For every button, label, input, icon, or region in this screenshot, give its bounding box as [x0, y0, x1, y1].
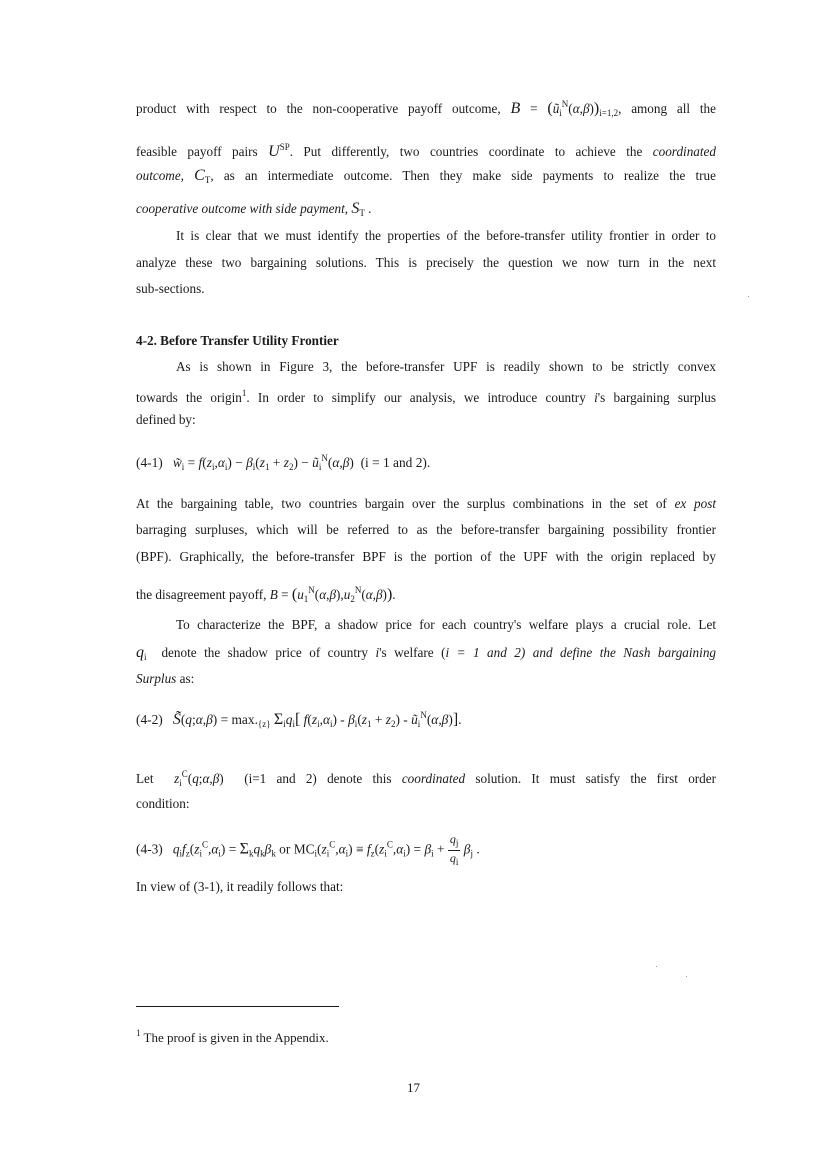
body-text-line	[136, 385, 716, 406]
body-text-line	[136, 281, 716, 297]
text-run: barraging surpluses, which will be referred to as the before-transfer bargaining possibility frontier	[136, 522, 716, 537]
body-text-line: cooperative outcome with side payment, $S_T$ .	[136, 200, 372, 218]
text-run: , as an intermediate outcome. Then they make side payments to realize the true	[210, 168, 717, 183]
text-run: or	[279, 841, 291, 857]
section-heading: 4-2. Before Transfer Utility Frontier	[136, 333, 339, 348]
scan-speck	[686, 976, 687, 977]
text-run: product with respect to the non-cooperative payoff outcome,	[136, 101, 501, 116]
body-text-line	[136, 412, 716, 428]
body-text-line	[176, 359, 716, 375]
text-run: coordinated	[652, 144, 717, 159]
text-run: Surplus	[136, 671, 177, 686]
body-text-line	[136, 522, 716, 538]
scan-speck	[748, 296, 749, 297]
text-run: i = 1 and 2) and define the	[445, 645, 616, 660]
text-run: solution. It must satisfy the first order	[475, 771, 717, 786]
footnote-rule	[136, 1006, 339, 1007]
body-text-line	[176, 228, 716, 244]
page-number: 17	[407, 1080, 420, 1095]
text-run: 's welfare (	[379, 645, 446, 660]
text-run: the disagreement payoff,	[136, 587, 267, 602]
text-run: cooperative outcome with side payment,	[136, 201, 349, 216]
text-run: To characterize the BPF, a shadow price for each country's welfare plays a crucial role. Let	[176, 617, 716, 632]
body-text-line	[136, 549, 716, 565]
body-text-line	[176, 617, 716, 633]
body-text-line: Let $z_i^C(q;\alpha,\beta)$ (i=1 and 2) denote this coordinated solution. It must satisfy the first order	[136, 769, 717, 788]
body-text-line	[136, 496, 716, 512]
text-run: among all the	[631, 101, 716, 116]
text-run: towards the origin	[136, 390, 242, 405]
footnote-mark: 1	[136, 1028, 141, 1038]
text-run: In view of (3-1), it readily follows that:	[136, 879, 344, 894]
footnote	[136, 1028, 329, 1046]
text-run: as:	[179, 671, 195, 686]
body-text-line	[136, 796, 716, 812]
scan-speck	[656, 966, 657, 967]
text-run: coordinated	[401, 771, 466, 786]
text-run: i	[594, 390, 598, 405]
text-run: . In order to simplify our analysis, we introduce country	[246, 390, 586, 405]
body-text-line	[136, 671, 716, 687]
text-run: (i=1 and 2) denote this	[244, 771, 392, 786]
text-run: feasible payoff pairs	[136, 144, 258, 159]
text-run: ex post	[674, 496, 717, 511]
text-run: MC	[293, 841, 315, 857]
text-run: Nash bargaining	[623, 645, 717, 660]
text-run: outcome,	[136, 168, 184, 183]
equation-4-1: (4-1) $w̃_i = f(z_i,\alpha_i) - \beta_i(z_1 + z_2)$ − $ũ_i^N(\alpha,\beta) (i = 1$ and 2).	[136, 453, 431, 472]
text-run: Let	[136, 771, 154, 786]
footnote-mark: 1	[241, 388, 247, 398]
text-run: It is clear that we must identify the properties of the before-transfer utility frontier in order to	[176, 228, 716, 243]
text-run: defined by:	[136, 412, 196, 427]
text-run: As is shown in Figure 3, the before-transfer UPF is readily shown to be strictly convex	[176, 359, 716, 374]
body-text-line: product with respect to the non-cooperative payoff outcome, $B = (ũ_i^N(\alpha,\beta))_{i=1,2}$, among all the	[136, 99, 716, 118]
equation-label: (4-1)	[136, 455, 163, 470]
text-run: analyze these two bargaining solutions. This is precisely the question we now turn in the next	[136, 255, 716, 270]
max-operator: max.	[231, 712, 258, 727]
text-run: denote the shadow price of country	[161, 645, 368, 660]
text-run: (BPF). Graphically, the before-transfer BPF is the portion of the UPF with the origin replaced by	[136, 549, 716, 564]
text-run: At the bargaining table, two countries bargain over the surplus combinations in the set of	[136, 496, 667, 511]
text-run: condition:	[136, 796, 190, 811]
text-run: . Put differently, two countries coordinate to achieve the	[289, 144, 643, 159]
body-text-line: $q_i$ denote the shadow price of country i's welfare (i = 1 and 2) and define the Nash bargaining	[136, 644, 717, 662]
body-text-line: outcome, $C_T$, as an intermediate outcome. Then they make side payments to realize the true	[136, 167, 717, 185]
body-text-line: feasible payoff pairs $U^{SP}$. Put differently, two countries coordinate to achieve the coordinated	[136, 142, 717, 160]
body-text-line: the disagreement payoff, $B = (u_1^N(\alpha,\beta),u_2^N(\alpha,\beta))$.	[136, 585, 396, 604]
equation-4-3: (4-3) $q_if_z(z_i^C,\alpha_i) = \Sigma_kq_k\beta_k$ or $MC_i(z_i^C,\alpha_i) \equiv f_z(z_i^C,\alpha_i) = \beta_i$ + $\frac{q_j}{q_i}$ $\beta_j$ .	[136, 832, 480, 867]
equation-4-2: (4-2) S̃(q;α,β) = $\max._{\{z\}}$ $\Sigma_iq_i$[ $f(z_i,\alpha_i) - \beta_i(z_1 + z_2)$ - $ũ_i^N(\alpha,\beta)$].	[136, 710, 462, 729]
text-run: sub-sections.	[136, 281, 205, 296]
body-text-line	[136, 879, 716, 895]
text-run: 's bargaining surplus	[597, 390, 717, 405]
footnote-text: The proof is given in the Appendix.	[143, 1030, 329, 1045]
body-text-line	[136, 255, 716, 271]
equation-label: (4-2)	[136, 712, 163, 727]
equation-label: (4-3)	[136, 841, 163, 857]
equation-condition: (i = 1 and 2).	[360, 455, 431, 470]
